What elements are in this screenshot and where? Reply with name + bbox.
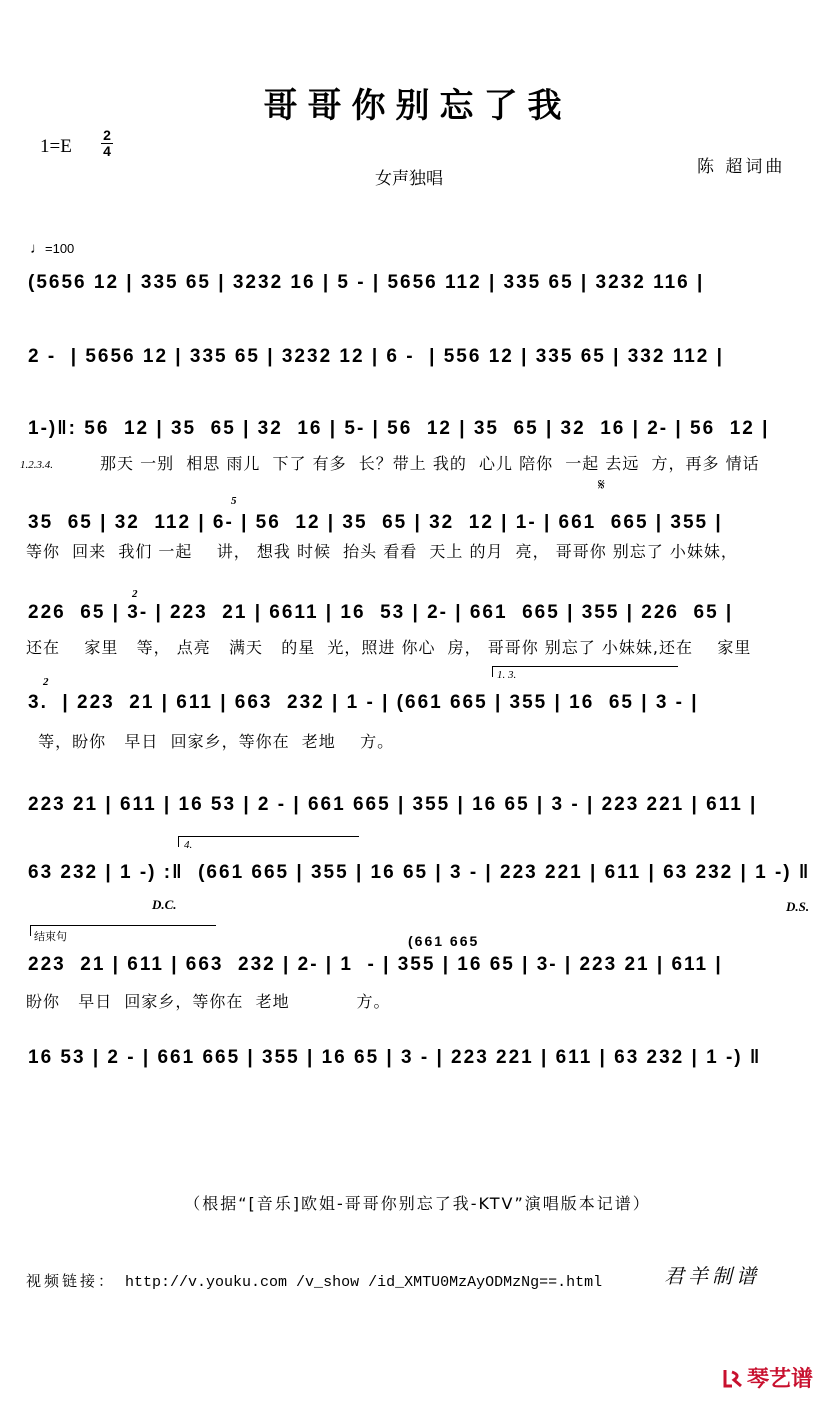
logo-icon — [722, 1367, 744, 1389]
lyrics-line-5: 还在 家里 等， 点亮 满天 的星 光，照进 你心 房， 哥哥你 别忘了 小妹妹,还在 家里 — [26, 638, 752, 657]
notation-line-9: 223 21 | 611 | 663 232 | 2- | 1 - | 355 | 16 65 | 3- | 223 21 | 611 | — [28, 954, 723, 975]
key-signature: 1=E — [40, 136, 72, 157]
logo-text: 琴艺谱 — [747, 1367, 814, 1392]
video-link-label: 视频链接： — [26, 1272, 117, 1290]
ds-mark: D.S. — [786, 899, 810, 914]
transcriber-signature: 君羊制谱 — [664, 1264, 760, 1288]
grace-note-5: 5 — [231, 495, 237, 507]
video-link-url[interactable]: http://v.youku.com /v_show /id_XMTU0MzAyODMzNg==.html — [125, 1274, 603, 1291]
notation-line-2: 2 - | 5656 12 | 335 65 | 3232 12 | 6 - | 556 12 | 335 65 | 332 112 | — [28, 346, 724, 367]
volta-bracket-first — [492, 666, 678, 677]
notation-line-1: (5656 12 | 335 65 | 3232 16 | 5 - | 5656 112 | 335 65 | 3232 116 | — [28, 272, 705, 293]
notation-line-7: 223 21 | 611 | 16 53 | 2 - | 661 665 | 355 | 16 65 | 3 - | 223 221 | 611 | — [28, 794, 758, 815]
notation-line-6: 3. | 223 21 | 611 | 663 232 | 1 - | (661 665 | 355 | 16 65 | 3 - | — [28, 692, 699, 713]
dc-mark: D.C. — [152, 897, 177, 912]
quarter-note-icon: ♩ — [30, 240, 45, 257]
verse-label: 1.2.3.4. — [20, 459, 53, 471]
lyrics-line-9: 盼你 早日 回家乡，等你在 老地 方。 — [26, 992, 391, 1011]
segno-icon: 𝄋 — [598, 475, 605, 494]
subtitle: 女声独唱 — [375, 169, 443, 189]
lyrics-line-4: 等你 回来 我们 一起 讲， 想我 时候 抬头 看看 天上 的月 亮， 哥哥你 别忘了 小妹妹， — [26, 542, 738, 561]
notation-line-3: 1-)‖: 56 12 | 35 65 | 32 16 | 5- | 56 12 | 35 65 | 32 16 | 2- | 56 12 | — [28, 418, 770, 439]
notation-line-4: 35 65 | 32 112 | 6- | 56 12 | 35 65 | 32 12 | 1- | 661 665 | 355 | — [28, 512, 723, 533]
video-link — [26, 1270, 602, 1291]
volta-bracket-second — [178, 836, 359, 847]
time-signature-top: 2 — [103, 127, 111, 143]
author-credit: 陈 超词曲 — [697, 157, 786, 177]
notation-line-5: 226 65 | 3- | 223 21 | 6611 | 16 53 | 2- | 661 665 | 355 | 226 65 | — [28, 602, 734, 623]
site-logo — [722, 1362, 813, 1393]
ossia-notes: (661 665 — [408, 933, 480, 949]
lyrics-line-3: 那天 一别 相思 雨儿 下了 有多 长？带上 我的 心儿 陪你 一起 去远 方，再多 情话 — [100, 454, 760, 473]
grace-note-2b: 2 — [43, 676, 49, 688]
volta-label-second: 4. — [184, 839, 193, 851]
grace-note-2: 2 — [132, 588, 138, 600]
lyrics-line-6: 等，盼你 早日 回家乡，等你在 老地 方。 — [26, 732, 395, 751]
tempo-marking: ♩=100 — [30, 240, 75, 257]
notation-line-8: 63 232 | 1 -) :‖ (661 665 | 355 | 16 65 | 3 - | 223 221 | 611 | 63 232 | 1 -) ‖ — [28, 862, 811, 883]
time-signature-bottom: 4 — [103, 143, 111, 159]
notation-line-10: 16 53 | 2 - | 661 665 | 355 | 16 65 | 3 - | 223 221 | 611 | 63 232 | 1 -) ‖ — [28, 1047, 762, 1068]
volta-label-first: 1. 3. — [497, 669, 517, 681]
ending-label: 结束句 — [34, 931, 67, 943]
transcription-note: （根据“[音乐]欧姐-哥哥你别忘了我-KTV”演唱版本记谱） — [184, 1194, 651, 1213]
score-title: 哥哥你别忘了我 — [263, 86, 572, 126]
time-signature — [99, 128, 115, 159]
